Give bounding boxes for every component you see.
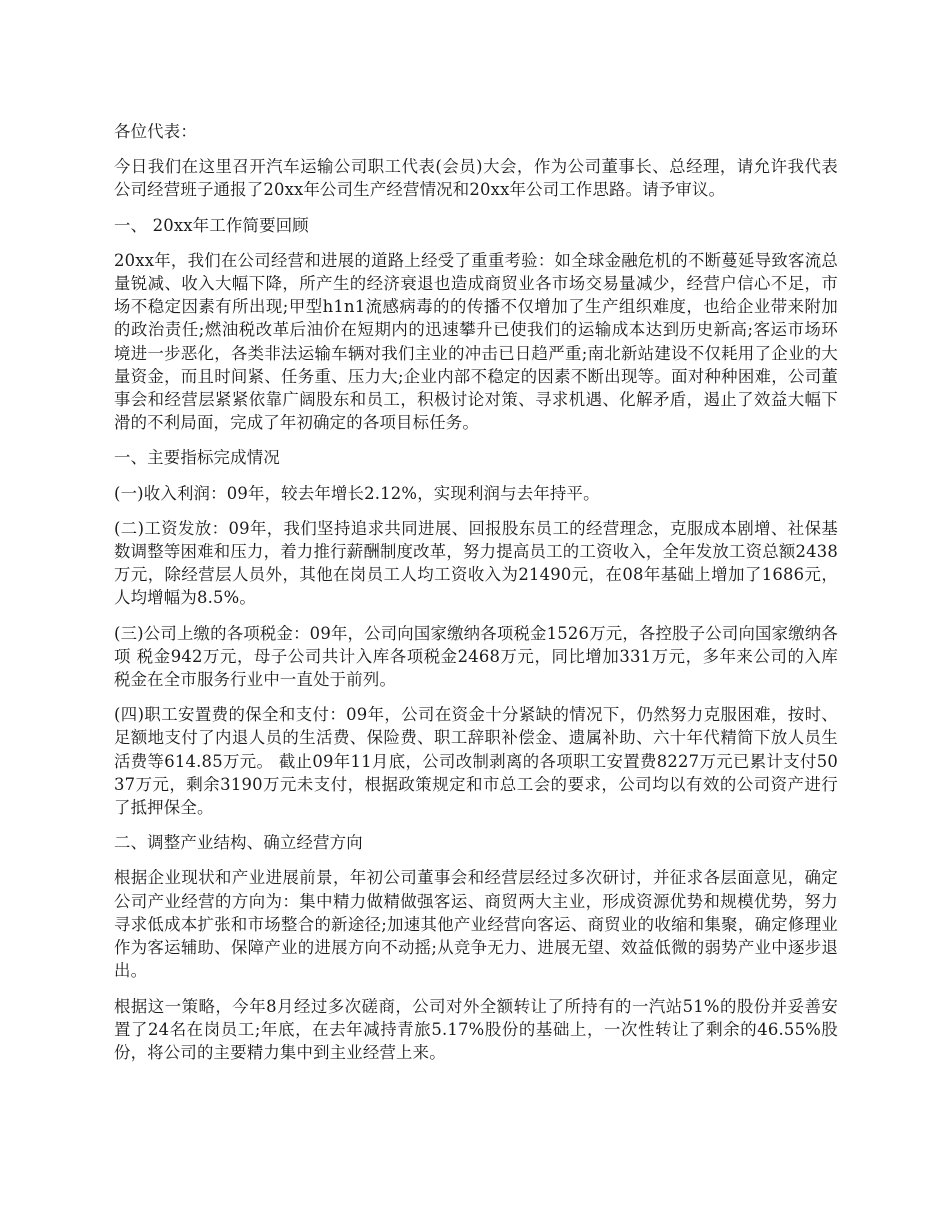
structure-paragraph: 根据企业现状和产业进展前景，年初公司董事会和经营层经过多次研讨，并征求各层面意见，确定公司产业经营的方向为：集中精力做精做强客运、商贸两大主业，形成资源优势和规模优势，努力寻求低成本扩张和市场整合的新途径;加速其他产业经营向客运、商贸业的收缩和集聚，确定修理业作为客运辅助、保障产业的进展方向不动摇;从竞争无力、进展无望、效益低微的弱势产业中逐步退出。 — [114, 868, 838, 981]
review-paragraph: 20xx年，我们在公司经营和进展的道路上经受了重重考验：如全球金融危机的不断蔓延导致客流总量锐减、收入大幅下降，所产生的经济衰退也造成商贸业各市场交易量减少，经营户信心不足，市场不稳定因素有所出现;甲型h1n1流感病毒的的传播不仅增加了生产组织难度，也给企业带来附加的政治责任;燃油税改革后油价在短期内的迅速攀升已使我们的运输成本达到历史新高;客运市场环境进一步恶化，各类非法运输车辆对我们主业的冲击已日趋严重;南北新站建设不仅耗用了企业的大量资金，而且时间紧、任务重、压力大;企业内部不稳定的因素不断出现等。面对种种困难，公司董事会和经营层紧紧依靠广阔股东和员工，积极讨论对策、寻求机遇、化解矛盾，遏止了效益大幅下滑的不利局面，完成了年初确定的各项目标任务。 — [114, 250, 838, 433]
taxes-paragraph: (三)公司上缴的各项税金：09年，公司向国家缴纳各项税金1526万元，各控股子公司向国家缴纳各项 税金942万元，母子公司共计入库各项税金2468万元，同比增加331万元，多年来公司的入库税金在全市服务行业中一直处于前列。 — [114, 623, 838, 690]
wages-paragraph: (二)工资发放：09年，我们坚持追求共同进展、回报股东员工的经营理念，克服成本剧增、社保基数调整等困难和压力，着力推行薪酬制度改革，努力提高员工的工资收入，全年发放工资总额2438万元，除经营层人员外，其他在岗员工人均工资收入为21490元，在08年基础上增加了1686元，人均增幅为8.5%。 — [114, 518, 838, 608]
income-profit-paragraph: (一)收入利润：09年，较去年增长2.12%，实现利润与去年持平。 — [114, 483, 600, 503]
document-body — [114, 120, 838, 1076]
section-heading-structure: 二、调整产业结构、确立经营方向 — [114, 833, 363, 853]
section-heading-indicators: 一、主要指标完成情况 — [114, 448, 280, 468]
strategy-paragraph: 根据这一策略，今年8月经过多次磋商，公司对外全额转让了所持有的一汽站51%的股份并妥善安置了24名在岗员工;年底，在去年减持青旅5.17%股份的基础上，一次性转让了剩余的46.55%股份，将公司的主要精力集中到主业经营上来。 — [114, 996, 838, 1062]
resettlement-paragraph: (四)职工安置费的保全和支付：09年，公司在资金十分紧缺的情况下，仍然努力克服困难，按时、足额地支付了内退人员的生活费、保险费、职工辞职补偿金、遗属补助、六十年代精简下放人员生活费等614.85万元。 截止09年11月底，公司改制剥离的各项职工安置费8227万元已累计支付5037万元，剩余3190万元未支付，根据政策规定和市总工会的要求，公司均以有效的公司资产进行了抵押保全。 — [114, 705, 838, 818]
section-heading-review: 一、 20xx年工作简要回顾 — [114, 215, 309, 235]
salutation: 各位代表： — [114, 122, 197, 141]
intro-paragraph: 今日我们在这里召开汽车运输公司职工代表(会员)大会，作为公司董事长、总经理，请允许我代表公司经营班子通报了20xx年公司生产经营情况和20xx年公司工作思路。请予审议。 — [114, 157, 838, 200]
